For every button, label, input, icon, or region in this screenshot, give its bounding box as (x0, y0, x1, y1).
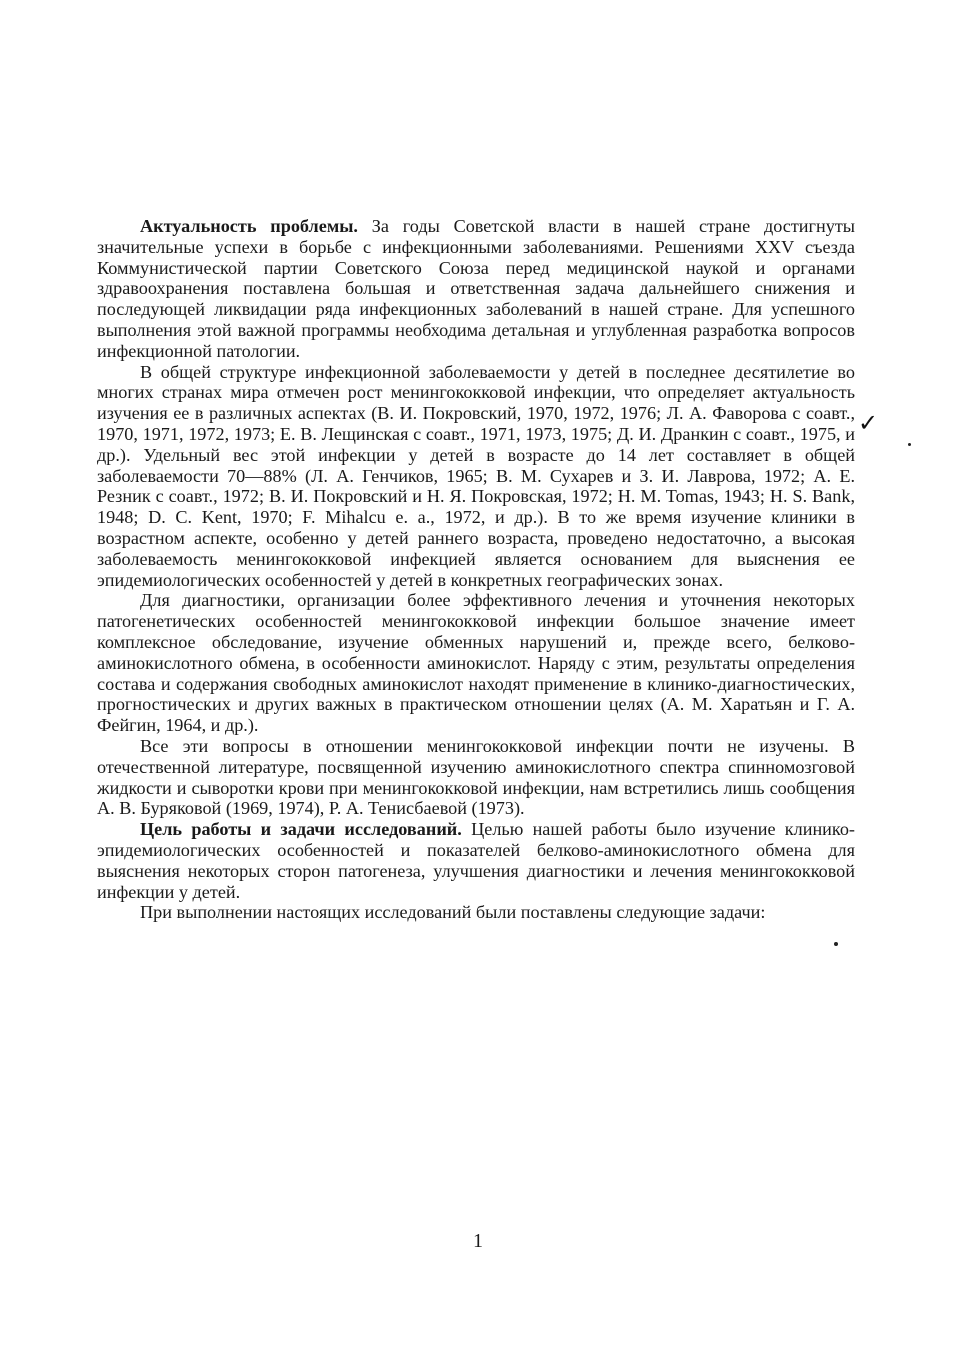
paragraph-text: Для диагностики, организации более эффективного лечения и уточнения некоторых патогенетических особенностей менингококковой инфекции большое значение имеет комплексное обследование, изучение обменных нарушений и, прежде всего, белково-аминокислотного обмена, в особенности аминокислот. Наряду с этим, результаты определения состава и содержания свободных аминокислот находят применение в клинико-диагностических, прогностических и других важных в практическом отношении целях (А. М. Харатьян и Г. А. Фейгин, 1964, и др.). (97, 590, 855, 736)
paragraph-text: За годы Советской власти в нашей стране достигнуты значительные успехи в борьбе с инфекционными заболеваниями. Решениями XXV съезда Коммунистической партии Советского Союза перед медицинской наукой и органами здравоохранения поставлена большая и ответственная задача дальнейшего снижения и последующей ликвидации ряда инфекционных заболеваний в нашей стране. Для успешного выполнения этой важной программы необходима детальная и углубленная разработка вопросов инфекционной патологии. (97, 216, 855, 361)
scan-speck-icon (908, 443, 911, 446)
paragraph-relevance (97, 216, 855, 362)
paragraph-goal (97, 819, 855, 902)
page-number: 1 (473, 1230, 483, 1252)
paragraph-text: При выполнении настоящих исследований были поставлены следующие задачи: (140, 902, 766, 923)
paragraph-text: В общей структуре инфекционной заболеваемости у детей в последнее десятилетие во многих странах мира отмечен рост менингококковой инфекции, что определяет актуальность изучения ее в различных аспектах (В. И. Покровский, 1970, 1972, 1976; Л. А. Фаворова с соавт., 1970, 1971, 1972, 1973; Е. В. Лещинская с соавт., 1971, 1973, 1975; Д. И. Дранкин с соавт., 1975, и др.). Удельный вес этой инфекции у детей в возрасте до 14 лет составляет в общей заболеваемости 70—88% (Л. А. Генчиков, 1965; В. М. Сухарев и З. И. Лаврова, 1972; А. Е. Резник с соавт., 1972; В. И. Покровский и Н. Я. Покровская, 1972; H. M. Tomas, 1943; H. S. Bank, 1948; D. C. Kent, 1970; F. Mihalcu e. a., 1972, и др.). В то же время изучение клиники в возрастном аспекте, особенно у детей раннего возраста, проведено недостаточно, а высокая заболеваемость менингококковой инфекцией является основанием для выяснения ее эпидемиологических особенностей у детей в конкретных географических зонах. (97, 361, 855, 590)
paragraph-structure (97, 362, 855, 591)
heading-goal: Цель работы и задачи исследований. (140, 819, 462, 840)
paragraph-tasks (97, 902, 855, 923)
heading-relevance: Актуальность проблемы. (140, 216, 358, 236)
paragraph-text: Все эти вопросы в отношении менингококковой инфекции почти не изучены. В отечественной литературе, посвященной изучению аминокислотного спектра спинномозговой жидкости и сыворотки крови при менингококковой инфекции, нам встретились лишь сообщения А. В. Буряковой (1969, 1974), Р. А. Тенисбаевой (1973). (97, 735, 855, 819)
paragraph-diagnostics (97, 590, 855, 736)
body-text (97, 216, 855, 923)
handwritten-check-icon: ✓ (858, 411, 879, 437)
paragraph-questions (97, 736, 855, 819)
paragraph-text: Целью нашей работы было изучение клинико-эпидемиологических особенностей и показателей белково-аминокислотного обмена для выяснения некоторых сторон патогенеза, улучшения диагностики и лечения менингококковой инфекции у детей. (97, 819, 855, 902)
scan-speck-icon (834, 942, 838, 946)
